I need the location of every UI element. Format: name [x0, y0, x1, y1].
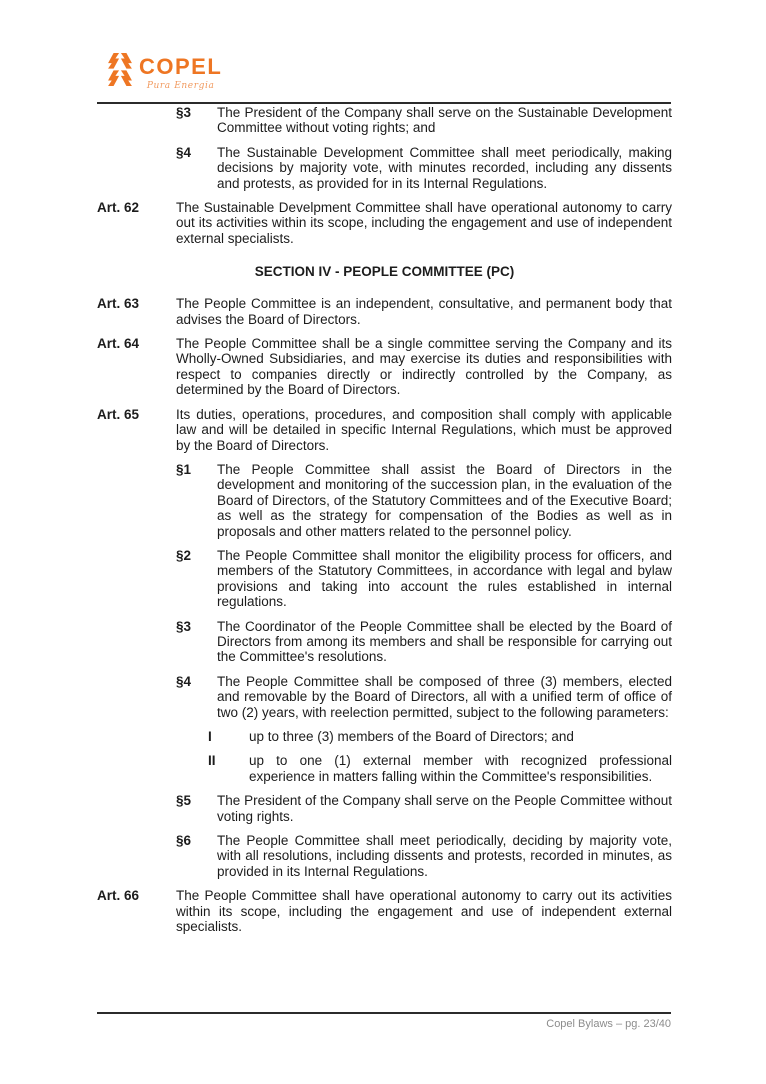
paragraph-text: The Coordinator of the People Committee shall be elected by the Board of Directors from among its members and shall be responsible for carrying out the Committee's resolutions. — [217, 618, 672, 665]
paragraph-text: The People Committee shall assist the Board of Directors in the development and monitoring of the succession plan, in the evaluation of the Board of Directors, of the Statutory Committees and of the Executive Board; as well as the strategy for compensation of the Bodies as well as in proposals and other matters related to the personnel policy. — [217, 461, 672, 539]
paragraph-label: §5 — [176, 793, 192, 809]
item-text: up to three (3) members of the Board of Directors; and — [249, 729, 574, 744]
article-label: Art. 66 — [97, 888, 140, 904]
item-text: up to one (1) external member with recognized professional experience in matters falling within the Committee's responsibilities. — [249, 753, 672, 784]
item-label: I — [208, 729, 212, 744]
paragraph-label: §6 — [176, 833, 192, 849]
paragraph-s1-pc — [176, 462, 672, 539]
paragraph-label: §2 — [176, 547, 192, 563]
header-rule — [97, 102, 671, 104]
paragraph-text: The President of the Company shall serve on the People Committee without voting rights. — [217, 793, 672, 824]
article-text: The People Committee shall be a single committee serving the Company and its Wholly-Owned Subsidiaries, and may exercise its duties and responsibilities with respect to companies directly or indirectly controlled by the Company, as determined by the Board of Directors. — [176, 336, 672, 398]
paragraph-label: §4 — [176, 144, 192, 160]
brand-name: COPEL — [139, 54, 223, 79]
copel-logo — [108, 53, 222, 91]
document-body — [97, 105, 672, 943]
brand-tagline: Pura Energia — [146, 81, 215, 91]
paragraph-s3-sdc — [176, 105, 672, 136]
paragraph-s5-pc — [176, 793, 672, 824]
paragraph-text: The People Committee shall be composed of three (3) members, elected and removable by the Board of Directors, all with a unified term of office of two (2) years, with reelection permitted, subject to the following parameters: — [217, 673, 672, 720]
article-label: Art. 65 — [97, 406, 140, 422]
paragraph-label: §3 — [176, 105, 192, 120]
article-label: Art. 62 — [97, 200, 140, 216]
article-label: Art. 64 — [97, 336, 140, 352]
article-text: The Sustainable Develpment Committee shall have operational autonomy to carry out its activities within its scope, including the engagement and use of independent external specialists. — [176, 200, 672, 246]
paragraph-label: §3 — [176, 618, 192, 634]
article-62 — [97, 200, 672, 246]
paragraph-text: The People Committee shall monitor the eligibility process for officers, and members of the Statutory Committees, in accordance with legal and bylaw provisions and taking into account the rules established in internal regulations. — [217, 547, 672, 610]
paragraph-text: The President of the Company shall serve on the Sustainable Development Committee without voting rights; and — [217, 105, 672, 136]
paragraph-text: The People Committee shall meet periodically, deciding by majority vote, with all resolutions, including dissents and protests, recorded in minutes, as provided in its Internal Regulations. — [217, 833, 672, 879]
paragraph-s4-pc — [176, 674, 672, 720]
logo-text-wrap — [139, 53, 222, 91]
article-text: Its duties, operations, procedures, and composition shall comply with applicable law and will be detailed in specific Internal Regulations, which must be approved by the Board of Directors. — [176, 406, 672, 453]
footer-rule — [97, 1012, 671, 1014]
list-item-i — [208, 729, 672, 744]
copel-energy-bolts-icon — [108, 53, 132, 86]
paragraph-s6-pc — [176, 833, 672, 879]
footer-page-label: Copel Bylaws – pg. 23/40 — [546, 1018, 671, 1030]
article-label: Art. 63 — [97, 296, 140, 312]
paragraph-text: The Sustainable Development Committee shall meet periodically, making decisions by majority vote, with minutes recorded, including any dissents and protests, as provided for in its Internal Regulations. — [217, 144, 672, 191]
paragraph-s3-pc — [176, 619, 672, 665]
paragraph-s4-sdc — [176, 145, 672, 191]
article-64 — [97, 336, 672, 398]
article-66 — [97, 888, 672, 934]
paragraph-label: §1 — [176, 461, 192, 477]
item-label: II — [208, 753, 216, 769]
list-item-ii — [208, 753, 672, 784]
article-text: The People Committee shall have operational autonomy to carry out its activities within its scope, including the engagement and use of independent external specialists. — [176, 888, 672, 935]
article-63 — [97, 296, 672, 327]
article-65 — [97, 407, 672, 453]
section-iv-heading: SECTION IV - PEOPLE COMMITTEE (PC) — [254, 264, 515, 280]
paragraph-label: §4 — [176, 673, 192, 689]
article-text: The People Committee is an independent, consultative, and permanent body that advises the Board of Directors. — [176, 296, 672, 327]
paragraph-s2-pc — [176, 548, 672, 610]
